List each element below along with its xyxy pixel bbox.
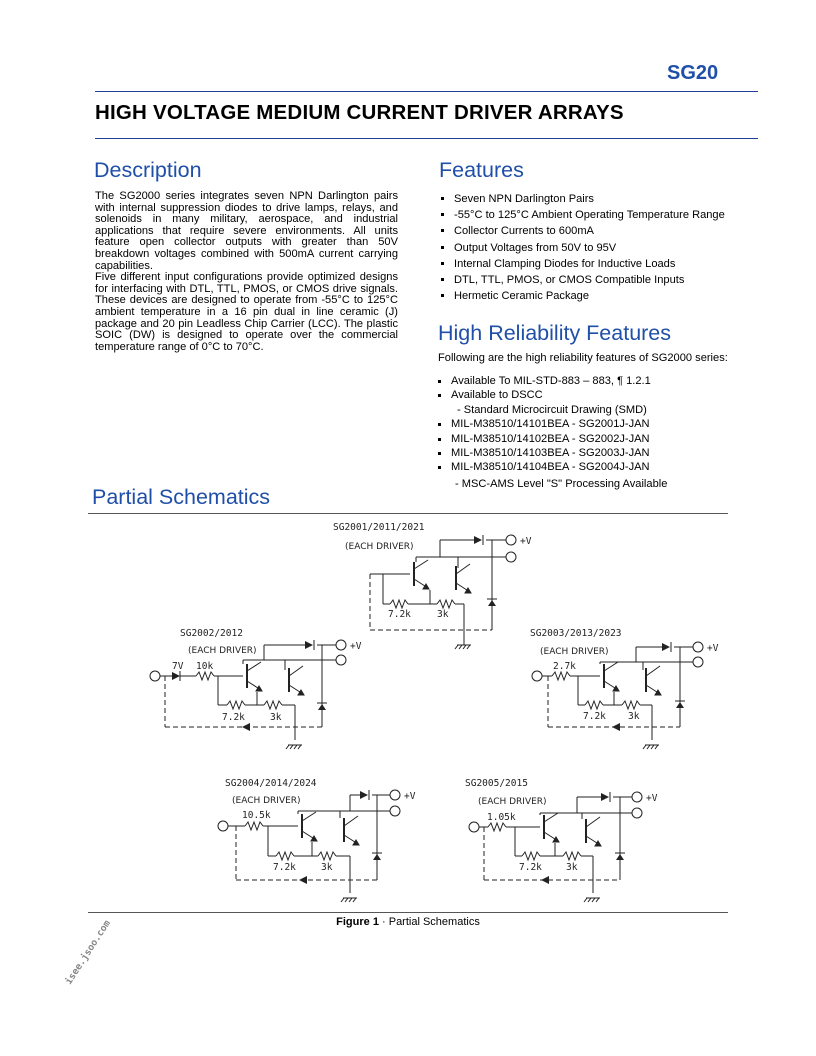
resistor-label: 7.2k <box>388 609 411 620</box>
feature-item: DTL, TTL, PMOS, or CMOS Compatible Inputs <box>438 272 725 288</box>
schematic-sg2001 <box>333 522 532 649</box>
part-number: SG20 <box>667 62 719 84</box>
supply-label: +V <box>707 643 719 654</box>
reliability-item: MIL-M38510/14101BEA - SG2001J-JAN <box>435 417 667 431</box>
reliability-item: MIL-M38510/14102BEA - SG2002J-JAN <box>435 432 667 446</box>
reliability-intro: Following are the high reliability features of SG2000 series: <box>438 352 728 364</box>
feature-item: Internal Clamping Diodes for Inductive Loads <box>438 256 725 272</box>
resistor-label: 3k <box>437 609 449 620</box>
reliability-item: MIL-M38510/14104BEA - SG2004J-JAN <box>435 460 667 474</box>
feature-item: Collector Currents to 600mA <box>438 223 725 239</box>
figure-caption-text: · Partial Schematics <box>378 916 480 928</box>
reliability-item: Available To MIL-STD-883 – 883, ¶ 1.2.1 <box>435 374 667 388</box>
schematic-sg2005 <box>465 778 658 902</box>
resistor-label: 3k <box>628 711 640 722</box>
supply-label: +V <box>646 793 658 804</box>
resistor-label: 7.2k <box>519 862 542 873</box>
resistor-label: 1.05k <box>487 812 516 823</box>
feature-item: -55°C to 125°C Ambient Operating Temperature Range <box>438 207 725 223</box>
description-paragraph: Five different input configurations provide optimized designs for interfacing with DTL, TTL, PMOS, or CMOS drive signals. These devices are designed to operate from -55°C to 125°C ambient temperature in a 16 pin dual in line ceramic (J) package and 20 pin Leadless Chip Carrier (LCC). The plastic SOIC (DW) is designed to operate over the commercial temperature range of 0°C to 70°C. <box>95 271 398 353</box>
resistor-label: 7.2k <box>273 862 296 873</box>
feature-item: Hermetic Ceramic Package <box>438 288 725 304</box>
resistor-label: 3k <box>270 712 282 723</box>
resistor-label: 7.2k <box>583 711 606 722</box>
description-heading: Description <box>94 158 202 182</box>
resistor-label: 2.7k <box>553 661 576 672</box>
reliability-subitem: - MSC-AMS Level "S" Processing Available <box>455 477 668 490</box>
figure-number: Figure 1 <box>336 916 379 928</box>
reliability-subitem: - Standard Microcircuit Drawing (SMD) <box>457 403 647 416</box>
circuit-title: SG2003/2013/2023 <box>530 628 622 639</box>
schematic-sg2004 <box>218 778 416 902</box>
schematic-sg2003 <box>530 628 719 749</box>
circuit-title: SG2005/2015 <box>465 778 528 789</box>
feature-item: Seven NPN Darlington Pairs <box>438 191 725 207</box>
circuit-title: SG2004/2014/2024 <box>225 778 317 789</box>
features-heading: Features <box>439 158 524 182</box>
each-driver-label: (EACH DRIVER) <box>232 796 301 806</box>
circuit-title: SG2002/2012 <box>180 628 243 639</box>
supply-label: +V <box>404 791 416 802</box>
document-title: HIGH VOLTAGE MEDIUM CURRENT DRIVER ARRAYS <box>95 101 624 124</box>
resistor-label: 10k <box>196 661 214 672</box>
schematic-sg2002 <box>150 628 362 749</box>
figure-caption <box>0 916 816 928</box>
supply-label: +V <box>350 641 362 652</box>
zener-label: 7V <box>172 661 184 672</box>
resistor-label: 3k <box>566 862 578 873</box>
supply-label: +V <box>520 536 532 547</box>
each-driver-label: (EACH DRIVER) <box>188 646 257 656</box>
each-driver-label: (EACH DRIVER) <box>345 542 414 552</box>
figure-rule <box>88 912 728 913</box>
circuit-title: SG2001/2011/2021 <box>333 522 425 533</box>
watermark-text: isee.jsoo.com <box>63 918 114 987</box>
reliability-heading: High Reliability Features <box>438 321 672 345</box>
resistor-label: 3k <box>321 862 333 873</box>
feature-item: Output Voltages from 50V to 95V <box>438 240 725 256</box>
reliability-item: MIL-M38510/14103BEA - SG2003J-JAN <box>435 446 667 460</box>
reliability-item: Available to DSCC <box>435 388 667 402</box>
each-driver-label: (EACH DRIVER) <box>540 647 609 657</box>
each-driver-label: (EACH DRIVER) <box>478 797 547 807</box>
schematics-heading: Partial Schematics <box>92 485 271 509</box>
description-paragraph: The SG2000 series integrates seven NPN Darlington pairs with internal suppression diodes to drive lamps, relays, and solenoids in many military, aerospace, and industrial applications that require severe environments. All units feature open collector outputs with greater than 50V breakdown voltages combined with 500mA current carrying capabilities. <box>95 190 398 272</box>
resistor-label: 10.5k <box>242 810 271 821</box>
resistor-label: 7.2k <box>222 712 245 723</box>
